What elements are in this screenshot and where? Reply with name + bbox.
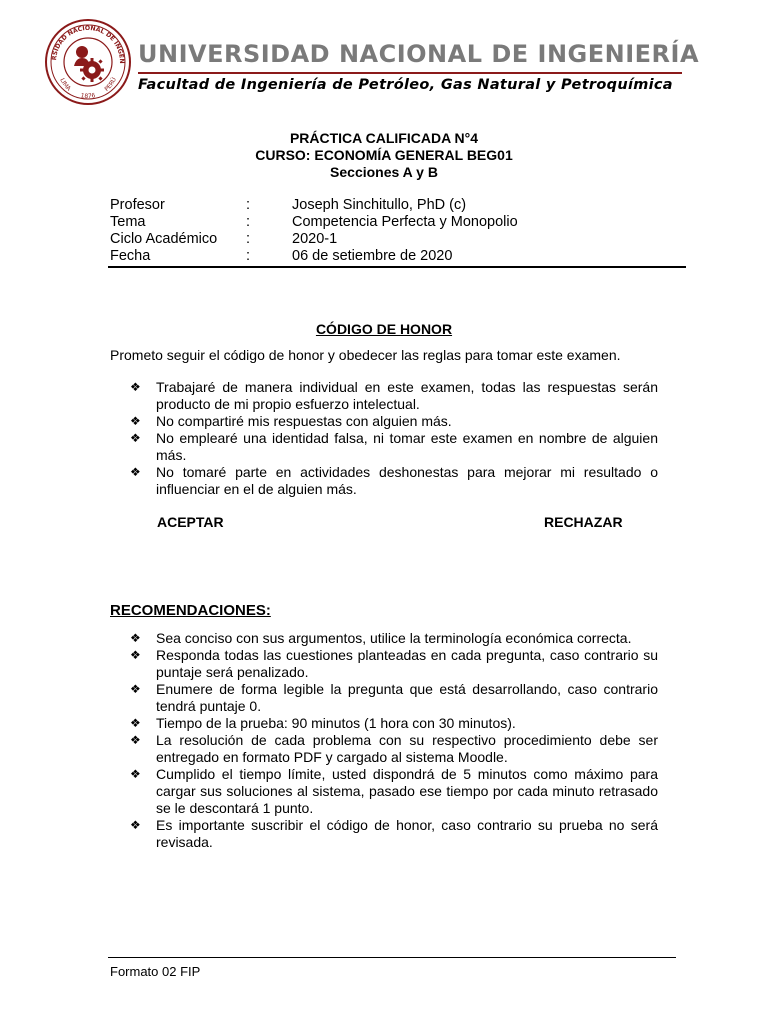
honor-code-intro: Prometo seguir el código de honor y obedecer las reglas para tomar este examen. bbox=[110, 347, 621, 363]
diamond-bullet-icon: ❖ bbox=[130, 465, 141, 479]
course-title: CURSO: ECONOMÍA GENERAL BEG01 bbox=[255, 147, 513, 163]
diamond-bullet-icon: ❖ bbox=[130, 818, 141, 832]
seal-city-text: LIMA bbox=[58, 77, 73, 93]
header-divider bbox=[138, 72, 682, 74]
seal-country-text: PERÚ bbox=[103, 76, 118, 93]
sections-title: Secciones A y B bbox=[330, 164, 438, 180]
info-value-ciclo: 2020-1 bbox=[292, 231, 338, 247]
info-label-ciclo: Ciclo Académico bbox=[110, 231, 218, 247]
info-divider bbox=[108, 266, 686, 268]
list-item: ❖ Sea conciso con sus argumentos, utilice la terminología económica correcta. bbox=[130, 630, 632, 646]
svg-text:1876 bbox=[80, 92, 96, 100]
info-separator: : bbox=[246, 214, 251, 230]
university-name: UNIVERSIDAD NACIONAL DE INGENIERÍA bbox=[138, 40, 700, 68]
diamond-bullet-icon: ❖ bbox=[130, 733, 141, 747]
diamond-bullet-icon: ❖ bbox=[130, 414, 141, 428]
info-label-profesor: Profesor bbox=[110, 197, 165, 213]
diamond-bullet-icon: ❖ bbox=[130, 631, 141, 645]
list-item: ❖ Cumplido el tiempo límite, usted dispondrá de 5 minutos como máximo para cargar sus soluciones al sistema, pasado ese tiempo por cada minuto retrasado se le descontará 1 punto. bbox=[130, 766, 658, 816]
info-value-profesor: Joseph Sinchitullo, PhD (c) bbox=[292, 197, 467, 213]
footer-divider bbox=[108, 957, 676, 958]
info-separator: : bbox=[246, 197, 251, 213]
info-label-tema: Tema bbox=[110, 214, 146, 230]
honor-code-title: CÓDIGO DE HONOR bbox=[315, 321, 453, 337]
info-separator: : bbox=[246, 248, 251, 264]
diamond-bullet-icon: ❖ bbox=[130, 380, 141, 394]
list-item: ❖ No tomaré parte en actividades deshonestas para mejorar mi resultado o influenciar en el de alguien más. bbox=[130, 464, 658, 497]
svg-text:LIMA bbox=[58, 77, 72, 93]
honor-code-list bbox=[130, 379, 658, 498]
seal-top-text: RSIDAD NACIONAL DE INGEN bbox=[50, 24, 126, 64]
list-item: ❖ Enumere de forma legible la pregunta que está desarrollando, caso contrario tendrá puntaje 0. bbox=[130, 681, 658, 714]
diamond-bullet-icon: ❖ bbox=[130, 767, 141, 781]
reject-option[interactable]: RECHAZAR bbox=[544, 514, 623, 530]
info-label-fecha: Fecha bbox=[110, 248, 151, 264]
recommendations-list bbox=[130, 630, 658, 851]
info-value-fecha: 06 de setiembre de 2020 bbox=[292, 248, 453, 264]
exam-title: PRÁCTICA CALIFICADA N°4 bbox=[289, 130, 479, 146]
info-separator: : bbox=[246, 231, 251, 247]
list-item: ❖ Es importante suscribir el código de honor, caso contrario su prueba no será revisada. bbox=[130, 817, 658, 850]
recommendations-title: RECOMENDACIONES: bbox=[110, 602, 271, 619]
university-seal-logo bbox=[44, 18, 132, 106]
diamond-bullet-icon: ❖ bbox=[130, 716, 141, 730]
list-item: ❖ Responda todas las cuestiones planteadas en cada pregunta, caso contrario su puntaje será penalizado. bbox=[130, 647, 658, 680]
accept-option[interactable]: ACEPTAR bbox=[157, 514, 224, 530]
seal-year-text: 1876 bbox=[80, 92, 96, 101]
list-item: ❖ No emplearé una identidad falsa, ni tomar este examen en nombre de alguien más. bbox=[130, 430, 658, 463]
list-item: ❖ Trabajaré de manera individual en este examen, todas las respuestas serán producto de mi propio esfuerzo intelectual. bbox=[130, 379, 658, 412]
diamond-bullet-icon: ❖ bbox=[130, 648, 141, 662]
list-item: ❖ La resolución de cada problema con su respectivo procedimiento debe ser entregado en formato PDF y cargado al sistema Moodle. bbox=[130, 732, 658, 765]
footer-label: Formato 02 FIP bbox=[110, 964, 201, 979]
faculty-name: Facultad de Ingeniería de Petróleo, Gas Natural y Petroquímica bbox=[138, 77, 673, 93]
list-item: ❖ No compartiré mis respuestas con alguien más. bbox=[130, 413, 452, 429]
info-value-tema: Competencia Perfecta y Monopolio bbox=[292, 214, 518, 230]
list-item: ❖ Tiempo de la prueba: 90 minutos (1 hora con 30 minutos). bbox=[130, 715, 516, 731]
diamond-bullet-icon: ❖ bbox=[130, 431, 141, 445]
diamond-bullet-icon: ❖ bbox=[130, 682, 141, 696]
